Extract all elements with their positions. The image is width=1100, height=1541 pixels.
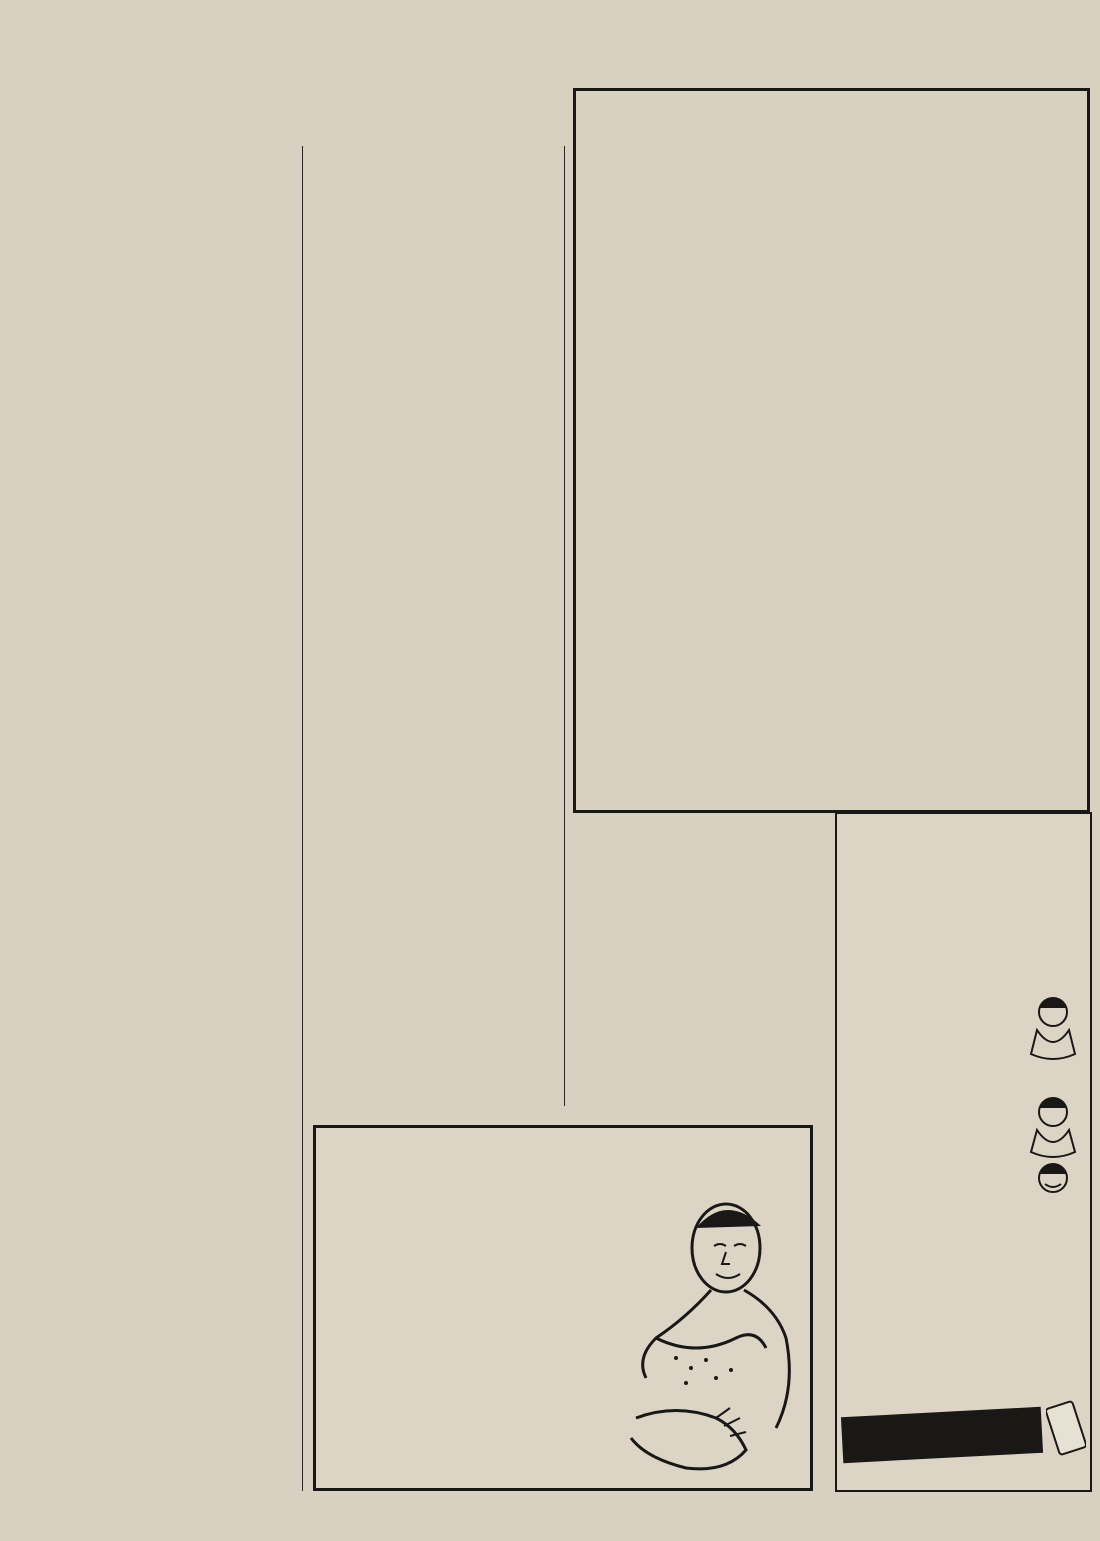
herpetol-ad (313, 1125, 813, 1491)
rennies-slogan (845, 885, 1084, 906)
crossword-grid-drawing (612, 176, 827, 391)
rennies-women-illustration (1017, 982, 1089, 1222)
story-column-1 (58, 146, 290, 1491)
story-column-3 (576, 812, 808, 1110)
column-rule (564, 146, 565, 1106)
solution-grid-drawing (854, 526, 1086, 766)
story-column-2 (318, 146, 552, 1104)
rennies-ad (835, 812, 1092, 1492)
column-rule (302, 146, 303, 1491)
crossword-grid (612, 176, 827, 391)
rennies-pack-icon (1046, 1398, 1086, 1458)
crossword-box (573, 88, 1090, 813)
man-scratching-illustration (616, 1188, 811, 1488)
solution-grid (854, 526, 1086, 766)
rennies-headline (849, 810, 1083, 842)
